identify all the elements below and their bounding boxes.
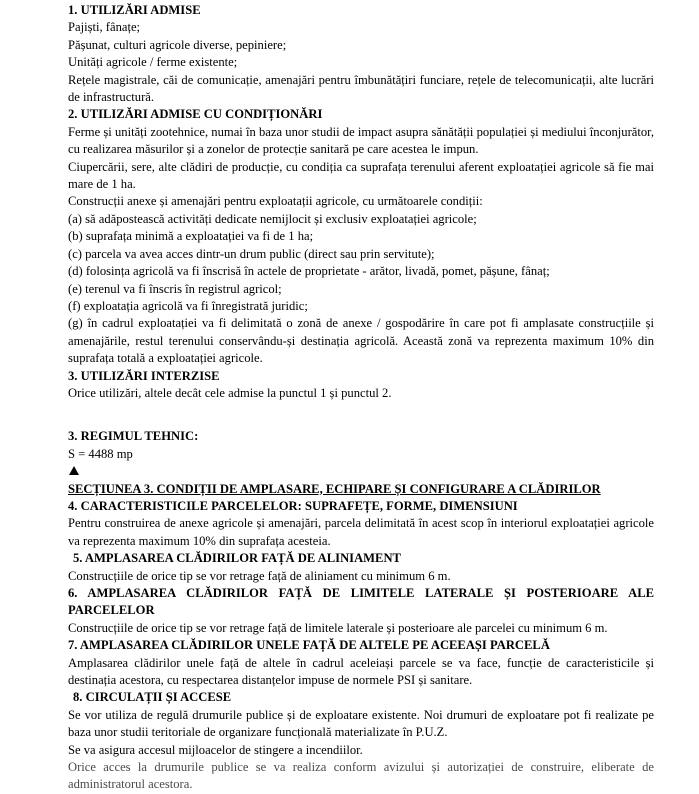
paragraph: (c) parcela va avea acces dintr-un drum public (direct sau prin servitute); xyxy=(68,246,435,261)
document-body xyxy=(68,2,654,794)
triangle-marker xyxy=(68,463,654,480)
section-heading-utilizari-interzise: 3. UTILIZĂRI INTERZISE xyxy=(68,368,220,383)
paragraph: Construcții anexe și amenajări pentru exploatații agricole, cu următoarele condiții: xyxy=(68,194,483,209)
sectiune-3-title: SECȚIUNEA 3. CONDIȚII DE AMPLASARE, ECHIPARE ȘI CONFIGURARE A CLĂDIRILOR xyxy=(68,481,601,496)
paragraph: Pășunat, culturi agricole diverse, pepiniere; xyxy=(68,37,287,52)
paragraph: Amplasarea clădirilor unele față de altele în cadrul aceleiași parcele se va face, funcție de caracteristicile și destinația acestora, cu respectarea distanțelor impuse de normele PSI și sanitare. xyxy=(68,655,654,688)
paragraph: (a) să adăpostească activități dedicate nemijlocit și exclusiv exploatației agricole; xyxy=(68,211,477,226)
paragraph: Construcțiile de orice tip se vor retrage față de aliniament cu minimum 6 m. xyxy=(68,568,451,583)
paragraph: Ciupercării, sere, alte clădiri de producție, cu condiția ca suprafața terenului aferent exploatației agricole să fie mai mare de 1 ha. xyxy=(68,159,654,192)
paragraph: Rețele magistrale, căi de comunicație, amenajări pentru îmbunătățiri funciare, rețele de telecomunicații, alte lucrări de infrastructură. xyxy=(68,72,654,105)
section-heading-regim-tehnic: 3. REGIMUL TEHNIC: xyxy=(68,429,199,444)
paragraph: (g) în cadrul exploatației va fi delimitată o zonă de anexe / gospodărire în care pot fi amplasate construcțiile și amenajările, restul terenului conservându-și destinația agricolă. Această zonă va reprezenta maximum 10% din suprafața totală a exploatației agricole. xyxy=(68,316,654,366)
paragraph: Pajiști, fânațe; xyxy=(68,20,141,35)
triangle-icon xyxy=(69,466,79,475)
paragraph: Orice utilizări, altele decât cele admise la punctul 1 și punctul 2. xyxy=(68,385,392,400)
paragraph: Unități agricole / ferme existente; xyxy=(68,55,238,70)
section-heading-utilizari-admise: 1. UTILIZĂRI ADMISE xyxy=(68,3,201,17)
paragraph: Orice acces la drumurile publice se va realiza conform avizului și autorizației de construire, eliberate de administratorul acestora. xyxy=(68,760,654,792)
paragraph: Ferme și unități zootehnice, numai în baza unor studii de impact asupra sănătății populației și mediului înconjurător, cu realizarea măsurilor și a zonelor de protecție sanitară pe care acestea le impun. xyxy=(68,124,654,157)
subsection-heading-amplasarea-aliniament: 5. AMPLASAREA CLĂDIRILOR FAȚĂ DE ALINIAMENT xyxy=(73,551,401,566)
paragraph: (d) folosința agricolă va fi înscrisă în actele de proprietate - arător, livadă, pomet, pășune, fânaț; xyxy=(68,264,550,279)
subsection-heading-circulatii-accese: 8. CIRCULAȚII ȘI ACCESE xyxy=(73,690,232,705)
paragraph: (e) terenul va fi înscris în registrul agricol; xyxy=(68,281,282,296)
subsection-heading-amplasarea-aceeasi-parcela: 7. AMPLASAREA CLĂDIRILOR UNELE FAȚĂ DE ALTELE PE ACEEAȘI PARCELĂ xyxy=(68,638,550,653)
subsection-heading-caracteristicile-parcelelor: 4. CARACTERISTICILE PARCELELOR: SUPRAFEȚE, FORME, DIMENSIUNI xyxy=(68,498,518,513)
paragraph: Construcțiile de orice tip se vor retrage față de limitele laterale și posterioare ale parcelei cu minimum 6 m. xyxy=(68,620,608,635)
subsection-heading-amplasarea-limite-laterale: 6. AMPLASAREA CLĂDIRILOR FAȚĂ DE LIMITELE LATERALE ȘI POSTERIOARE ALE PARCELELOR xyxy=(68,586,654,618)
section-heading-utilizari-admise-conditionari: 2. UTILIZĂRI ADMISE CU CONDIȚIONĂRI xyxy=(68,107,323,122)
paragraph: Se va asigura accesul mijloacelor de stingere a incendiilor. xyxy=(68,742,363,757)
paragraph: Se vor utiliza de regulă drumurile publice și de exploatare existente. Noi drumuri de exploatare pot fi realizate pe baza unor studii teritoriale de organizare funcțională materializate în P.U.Z. xyxy=(68,707,654,740)
paragraph: (b) suprafața minimă a exploatației va fi de 1 ha; xyxy=(68,229,314,244)
paragraph: (f) exploatația agricolă va fi înregistrată juridic; xyxy=(68,298,308,313)
paragraph: Pentru construirea de anexe agricole și amenajări, parcela delimitată în acest scop în interiorul exploatației agricole va reprezenta maximum 10% din suprafața acesteia. xyxy=(68,516,654,548)
paragraph-suprafata: S = 4488 mp xyxy=(68,446,133,461)
